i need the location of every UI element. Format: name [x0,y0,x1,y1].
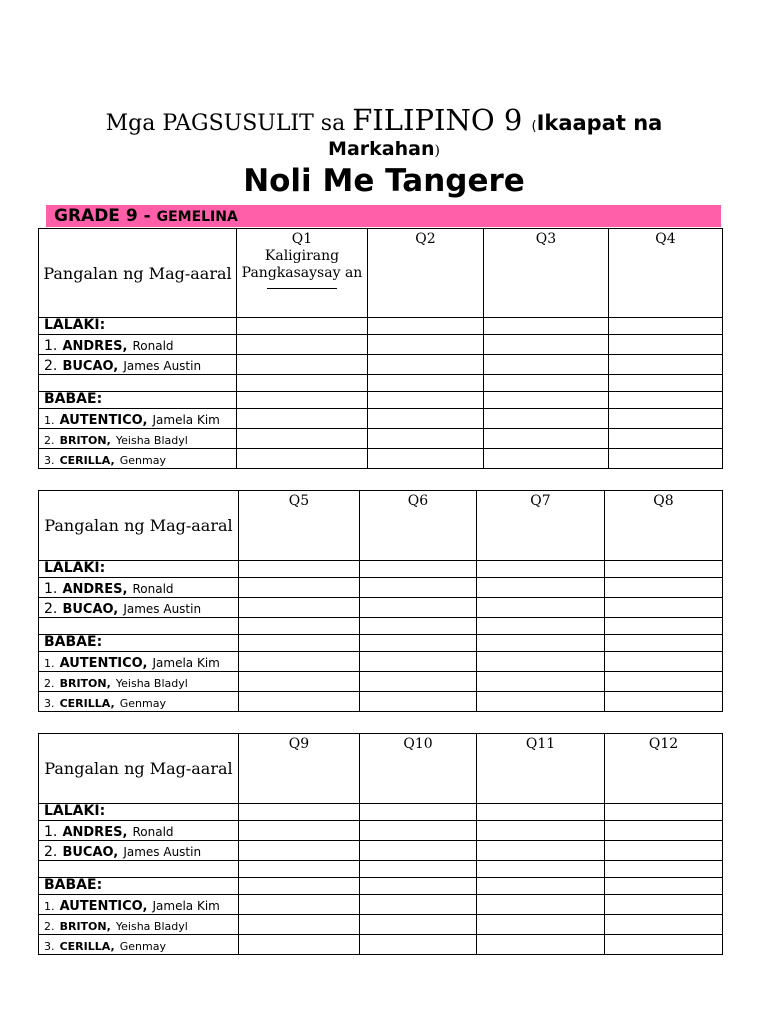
student-name: 1. AUTENTICO, Jamela Kim [39,409,237,429]
score-cell[interactable] [609,355,723,375]
quiz-header: Q8 [605,491,723,561]
score-cell[interactable] [477,578,605,598]
name-column-header: Pangalan ng Mag-aaral [39,734,239,804]
name-column-header: Pangalan ng Mag-aaral [39,229,237,318]
score-cell[interactable] [484,449,609,469]
score-cell[interactable] [477,692,605,712]
score-cell[interactable] [477,821,605,841]
quiz-topic: Kaligirang Pangkasaysay an [241,248,363,281]
quiz-label: Q1 [291,231,313,247]
score-cell[interactable] [237,355,368,375]
student-name: 1. ANDRES, Ronald [39,578,239,598]
quiz-header: Q12 [605,734,723,804]
score-cell[interactable] [605,895,723,915]
score-cell[interactable] [484,318,609,335]
quiz-header: Q9 [239,734,360,804]
score-cell[interactable] [360,804,477,821]
student-name: 3. CERILLA, Genmay [39,692,239,712]
score-cell[interactable] [477,841,605,861]
score-cell[interactable] [360,861,477,878]
score-cell[interactable] [477,618,605,635]
heading-quarter-cont: Markahan [328,138,435,160]
score-cell[interactable] [605,692,723,712]
score-cell[interactable] [360,652,477,672]
student-name: 2. BUCAO, James Austin [39,841,239,861]
grade-table-1 [38,228,723,469]
score-cell[interactable] [360,841,477,861]
score-cell[interactable] [237,409,368,429]
score-cell[interactable] [605,861,723,878]
score-cell[interactable] [605,635,723,652]
female-section-label: BABAE: [39,878,239,895]
grade-label: GRADE 9 - [54,206,157,226]
empty-row [39,618,239,635]
score-cell[interactable] [477,804,605,821]
quiz-header: Q2 [368,229,484,318]
student-name: 3. CERILLA, Genmay [39,935,239,955]
score-cell[interactable] [605,561,723,578]
score-cell[interactable] [239,861,360,878]
score-cell[interactable] [239,561,360,578]
quiz-header: Q11 [477,734,605,804]
score-cell[interactable] [239,652,360,672]
student-name: 1. ANDRES, Ronald [39,821,239,841]
quiz-header: Q3 [484,229,609,318]
score-cell[interactable] [239,692,360,712]
score-cell[interactable] [239,821,360,841]
score-cell[interactable] [360,561,477,578]
score-cell[interactable] [609,335,723,355]
score-cell[interactable] [477,672,605,692]
score-cell[interactable] [609,318,723,335]
student-name: 2. BRITON, Yeisha Bladyl [39,915,239,935]
male-section-label: LALAKI: [39,561,239,578]
student-name: 2. BUCAO, James Austin [39,598,239,618]
score-cell[interactable] [239,895,360,915]
quiz-header [237,229,368,318]
score-cell[interactable] [360,635,477,652]
score-cell[interactable] [484,409,609,429]
student-name: 3. CERILLA, Genmay [39,449,237,469]
score-cell[interactable] [237,449,368,469]
score-cell[interactable] [360,672,477,692]
female-section-label: BABAE: [39,392,237,409]
score-cell[interactable] [477,878,605,895]
score-cell[interactable] [609,375,723,392]
quiz-header: Q4 [609,229,723,318]
heading-subject: FILIPINO 9 [352,103,532,137]
score-cell[interactable] [605,652,723,672]
female-section-label: BABAE: [39,635,239,652]
score-cell[interactable] [360,618,477,635]
score-cell[interactable] [368,392,484,409]
score-cell[interactable] [368,318,484,335]
score-cell[interactable] [368,449,484,469]
heading-part-1: Mga PAGSUSULIT sa [105,111,353,136]
student-name: 1. ANDRES, Ronald [39,335,237,355]
score-cell[interactable] [605,598,723,618]
student-name: 2. BRITON, Yeisha Bladyl [39,672,239,692]
score-cell[interactable] [360,935,477,955]
score-cell[interactable] [239,598,360,618]
heading-quarter: Ikaapat na [536,111,663,135]
score-cell[interactable] [484,375,609,392]
score-cell[interactable] [360,578,477,598]
male-section-label: LALAKI: [39,318,237,335]
score-cell[interactable] [484,355,609,375]
score-cell[interactable] [477,861,605,878]
score-cell[interactable] [605,578,723,598]
score-cell[interactable] [368,375,484,392]
score-cell[interactable] [368,409,484,429]
score-cell[interactable] [477,561,605,578]
score-cell[interactable] [605,915,723,935]
score-cell[interactable] [477,598,605,618]
score-cell[interactable] [609,409,723,429]
score-cell[interactable] [605,841,723,861]
score-cell[interactable] [609,449,723,469]
quiz-header: Q6 [360,491,477,561]
score-cell[interactable] [239,878,360,895]
score-cell[interactable] [239,915,360,935]
student-name: 2. BRITON, Yeisha Bladyl [39,429,237,449]
score-cell[interactable] [605,804,723,821]
score-cell[interactable] [609,429,723,449]
score-cell[interactable] [605,672,723,692]
heading-line-2 [0,138,768,160]
heading-paren-close: ) [434,143,440,159]
score-cell[interactable] [477,935,605,955]
quiz-header: Q7 [477,491,605,561]
grade-table-3 [38,733,723,955]
score-cell[interactable] [477,915,605,935]
score-cell[interactable] [368,429,484,449]
score-cell[interactable] [360,895,477,915]
score-cell[interactable] [360,915,477,935]
name-column-header: Pangalan ng Mag-aaral [39,491,239,561]
score-cell[interactable] [239,804,360,821]
score-cell[interactable] [360,821,477,841]
score-cell[interactable] [237,429,368,449]
grade-section-banner [46,205,721,227]
score-cell[interactable] [360,598,477,618]
score-cell[interactable] [484,335,609,355]
score-cell[interactable] [605,821,723,841]
score-cell[interactable] [360,878,477,895]
empty-row [39,861,239,878]
score-cell[interactable] [237,392,368,409]
score-cell[interactable] [477,652,605,672]
score-cell[interactable] [605,878,723,895]
section-label: GEMELINA [156,209,238,225]
score-cell[interactable] [605,935,723,955]
score-cell[interactable] [237,335,368,355]
student-name: 2. BUCAO, James Austin [39,355,237,375]
empty-row [39,375,237,392]
score-cell[interactable] [609,392,723,409]
score-blank-line [267,288,337,289]
score-cell[interactable] [239,672,360,692]
score-cell[interactable] [237,375,368,392]
score-cell[interactable] [239,635,360,652]
score-cell[interactable] [368,355,484,375]
score-cell[interactable] [477,895,605,915]
grade-table-2 [38,490,723,712]
score-cell[interactable] [368,335,484,355]
student-name: 1. AUTENTICO, Jamela Kim [39,652,239,672]
male-section-label: LALAKI: [39,804,239,821]
heading-paren-open: ( [531,119,537,134]
quiz-header: Q10 [360,734,477,804]
document-title: Noli Me Tangere [243,163,525,199]
score-cell[interactable] [239,578,360,598]
score-cell[interactable] [484,429,609,449]
quiz-header: Q5 [239,491,360,561]
score-cell[interactable] [237,318,368,335]
student-name: 1. AUTENTICO, Jamela Kim [39,895,239,915]
score-cell[interactable] [239,618,360,635]
score-cell[interactable] [605,618,723,635]
score-cell[interactable] [239,935,360,955]
score-cell[interactable] [360,692,477,712]
score-cell[interactable] [477,635,605,652]
score-cell[interactable] [239,841,360,861]
score-cell[interactable] [484,392,609,409]
